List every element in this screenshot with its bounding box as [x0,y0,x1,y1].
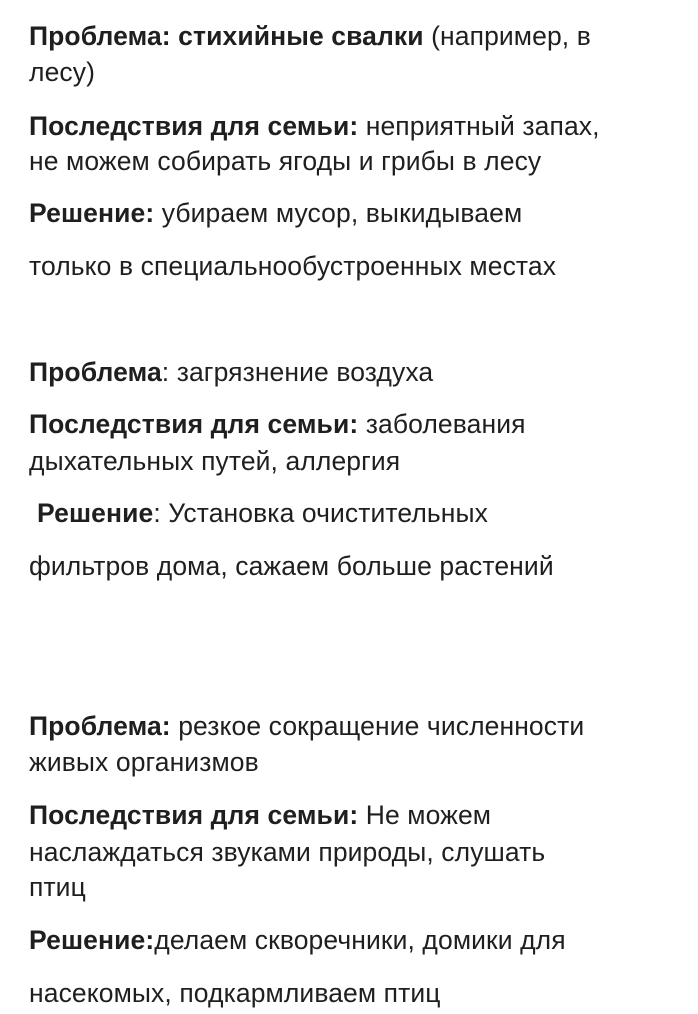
problem-label: Проблема [29,357,162,387]
block-2-solution-cont: фильтров дома, сажаем больше растений [29,551,554,581]
block-3-consequence-cont: наслаждаться звуками природы, слушать [29,837,546,867]
block-3-solution [29,924,566,956]
solution-text: делаем скворечники, домики для [154,925,566,955]
block-1-problem-cont: лесу) [29,57,96,87]
solution-text: : Установка очистительных [153,498,489,528]
block-3-consequence-cont2: птиц [29,872,86,902]
problem-text: : загрязнение воздуха [161,357,434,387]
consequence-label: Последствия для семьи: [29,800,359,830]
problem-label: Проблема: стихийные свалки [29,21,424,51]
solution-label: Решение [37,498,154,528]
problem-text: резкое сокращение численности [170,711,585,741]
block-1-problem [29,20,591,52]
solution-text: убираем мусор, выкидываем [154,198,523,228]
consequence-label: Последствия для семьи: [29,409,359,439]
block-1-consequence-cont: не можем собирать ягоды и грибы в лесу [29,146,542,176]
block-3-consequence [29,799,491,831]
problem-label: Проблема: [29,711,171,741]
consequence-text: Не можем [358,800,492,830]
block-2-solution [37,497,488,529]
block-3-solution-cont: насекомых, подкармливаем птиц [29,978,441,1008]
block-2-problem [29,356,433,388]
block-1-consequence [29,110,600,142]
consequence-text: неприятный запах, [358,111,600,141]
problem-text: (например, в [423,21,591,51]
solution-label: Решение: [29,198,155,228]
block-3-problem-cont: живых организмов [29,747,259,777]
block-2-consequence [29,408,526,440]
block-2-consequence-cont: дыхательных путей, аллергия [29,446,401,476]
consequence-label: Последствия для семьи: [29,111,359,141]
solution-label: Решение: [29,925,155,955]
consequence-text: заболевания [358,409,526,439]
block-1-solution [29,197,522,229]
block-3-problem [29,710,584,742]
block-1-solution-cont: только в специальнообустроенных местах [29,251,557,281]
